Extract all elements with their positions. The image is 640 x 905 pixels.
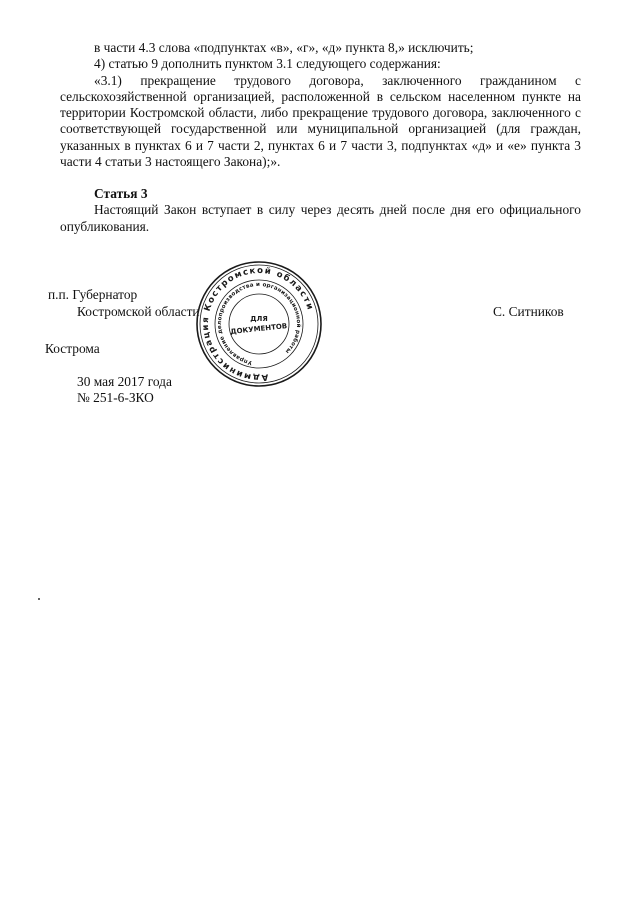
signatory-name: С. Ситников — [493, 304, 564, 319]
stamp-inner-text: Управление делопроизводства и организационной работы — [216, 281, 302, 366]
seal-icon — [193, 258, 325, 390]
amendment-quote-paragraph: «3.1) прекращение трудового договора, заключенного гражданином с сельскохозяйственной организацией, расположенной в сельском населенном пункте на территории Костромской области, либо прекращение трудового договора, заключенного с соответствующей государственной или муниципальной организацией (для граждан, указанных в пунктах 6 и 7 части 2, пунктах 6 и 7 части 3, подпунктах «д» и «е» пункта 3 части 4 статьи 3 настоящего Закона);». — [60, 72, 581, 170]
article-3-section — [60, 186, 581, 235]
stamp-outer-text: Администрация Костромской области — [200, 265, 316, 383]
law-amendment-text — [60, 40, 581, 170]
amendment-line-part-4-3: в части 4.3 слова «подпунктах «в», «г», «д» пункта 8,» исключить; — [94, 40, 474, 55]
signature-title-line-2: Костромской области — [77, 304, 200, 319]
law-date: 30 мая 2017 года — [77, 374, 172, 389]
article-heading: Статья 3 — [94, 186, 148, 201]
law-number: № 251-6-ЗКО — [77, 390, 154, 405]
stamp-center-line-2: ДОКУМЕНТОВ — [230, 322, 288, 336]
scan-speck — [38, 598, 40, 600]
official-seal-stamp — [193, 258, 325, 390]
city-name: Кострома — [45, 341, 100, 356]
stamp-center-line-1: ДЛЯ — [250, 315, 268, 323]
article-text: Настоящий Закон вступает в силу через десять дней после дня его официального опубликования. — [60, 202, 581, 234]
signature-title-line-1: п.п. Губернатор — [48, 287, 138, 302]
amendment-line-article-9: 4) статью 9 дополнить пунктом 3.1 следующего содержания: — [94, 56, 441, 72]
